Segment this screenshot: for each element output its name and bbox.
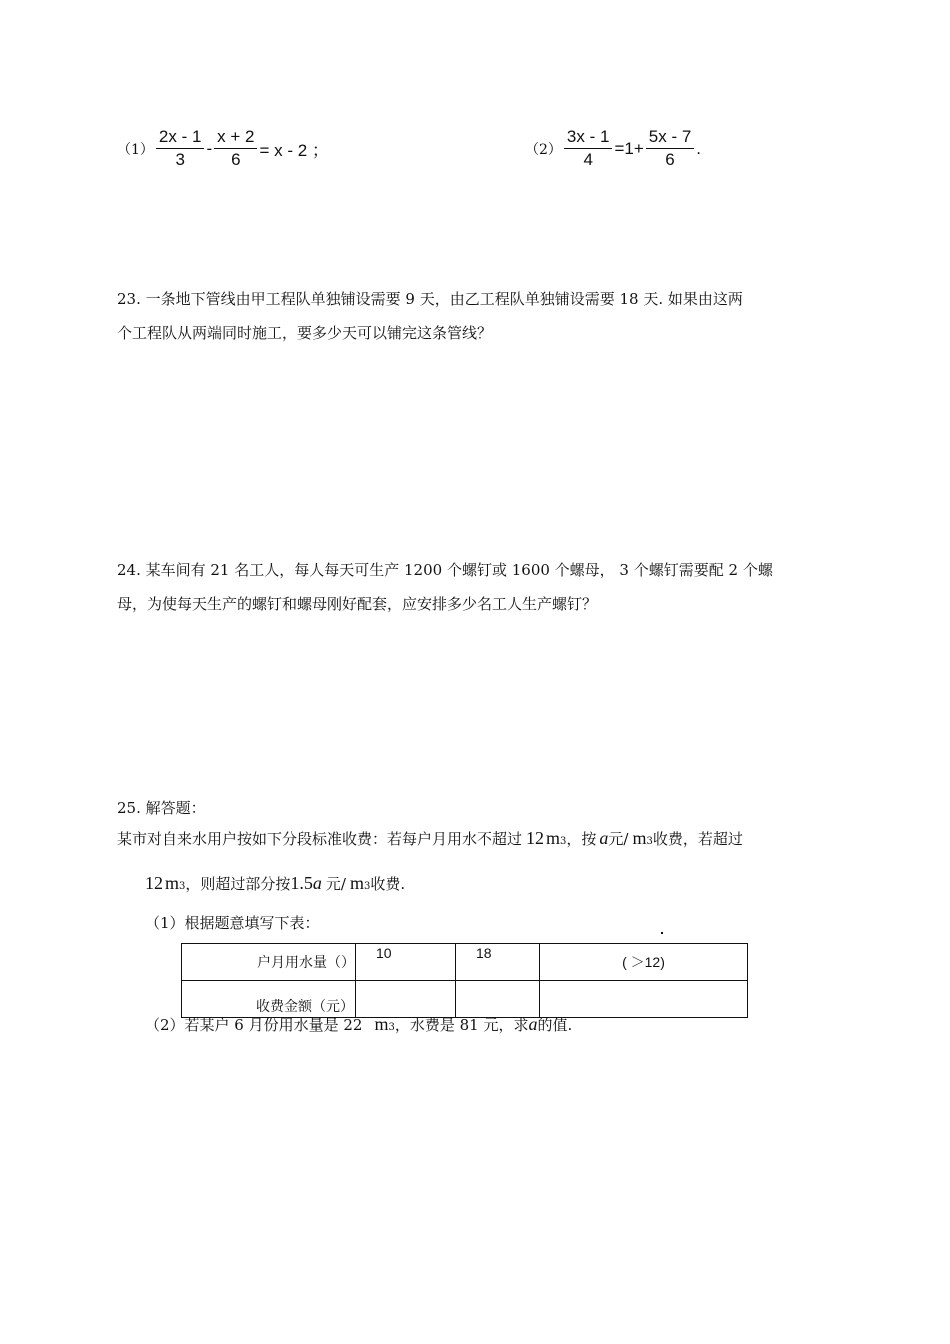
table-cell: 户月用水量（）	[182, 944, 356, 981]
rate: 1.5	[290, 873, 313, 893]
quantity: 12	[145, 873, 163, 893]
text: 元/	[325, 875, 346, 893]
text: 收费，若超过	[652, 830, 743, 848]
text: （2）若某户 6 月份用水量是 22	[145, 1016, 363, 1034]
question-24	[117, 553, 773, 621]
question-23-line-1: 23. 一条地下管线由甲工程队单独铺设需要 9 天，由乙工程队单独铺设需要 18 天. 如果由这两	[117, 290, 743, 308]
equation-end: .	[696, 138, 702, 158]
table-cell: 10	[356, 944, 456, 981]
table-cell	[540, 981, 748, 1018]
question-25-sub-1: （1）根据题意填写下表：	[145, 914, 320, 932]
table-cell: 18	[456, 944, 540, 981]
question-23	[117, 282, 743, 350]
question-25-line-1	[117, 828, 743, 849]
stray-dot	[661, 932, 663, 934]
fraction	[214, 126, 257, 171]
question-23-line-2: 个工程队从两端同时施工，要多少天可以铺完这条管线？	[117, 324, 493, 342]
table-row	[182, 981, 748, 1018]
text: 元/	[608, 830, 629, 848]
denominator: 6	[665, 150, 675, 169]
text: 的值.	[537, 1016, 573, 1034]
fraction	[646, 126, 695, 171]
equation-2-label: （2）	[525, 141, 562, 158]
question-25-sub-2	[145, 1014, 572, 1035]
unit-m: m	[632, 828, 647, 848]
table-cell	[456, 981, 540, 1018]
text: 某市对自来水用户按如下分段标准收费：若每户月用水不超过	[117, 830, 523, 848]
text: ，则超过部分按	[185, 875, 291, 893]
unit-exponent: 3	[560, 836, 567, 847]
question-24-line-2: 母，为使每天生产的螺钉和螺母刚好配套，应安排多少名工人生产螺钉？	[117, 595, 598, 613]
table-row	[182, 944, 748, 981]
table-cell: ( ＞12)	[540, 944, 748, 981]
quantity: 12	[526, 828, 545, 848]
unit-m: m	[546, 828, 561, 848]
unit-m: m	[165, 873, 180, 893]
numerator: 3x - 1	[564, 126, 613, 149]
numerator: x + 2	[214, 126, 257, 149]
unit-exponent: 3	[363, 881, 371, 892]
question-25-heading: 25. 解答题：	[117, 799, 206, 817]
denominator: 4	[583, 150, 593, 169]
numerator: 2x - 1	[156, 126, 205, 149]
variable-a: a	[528, 1014, 538, 1034]
denominator: 6	[231, 150, 241, 169]
variable-a: a	[599, 828, 609, 848]
unit-m: m	[349, 873, 364, 893]
table-cell: 收费金额（元）	[182, 981, 356, 1018]
unit-m: m	[374, 1014, 389, 1034]
equation-2	[525, 126, 701, 171]
unit-exponent: 3	[388, 1022, 395, 1033]
denominator: 3	[175, 150, 185, 169]
table-cell	[356, 981, 456, 1018]
unit-exponent: 3	[646, 836, 653, 847]
text: ，按	[566, 830, 597, 848]
text: ，水费是 81 元，求	[394, 1016, 529, 1034]
fraction	[156, 126, 205, 171]
minus-sign: -	[206, 138, 213, 158]
equation-1	[117, 126, 329, 171]
question-24-line-1: 24. 某车间有 21 名工人，每人每天可生产 1200 个螺钉或 1600 个螺母， 3 个螺钉需要配 2 个螺	[117, 561, 773, 579]
fraction	[564, 126, 613, 171]
question-25-line-2	[145, 873, 405, 894]
text: 收费.	[370, 875, 406, 893]
equation-rhs: = x - 2 ；	[259, 141, 329, 160]
fee-table	[181, 943, 748, 1018]
variable-a: a	[312, 873, 322, 893]
equation-1-label: （1）	[117, 141, 154, 158]
numerator: 5x - 7	[646, 126, 695, 149]
equation-middle: =1+	[614, 138, 644, 158]
unit-exponent: 3	[179, 881, 186, 892]
